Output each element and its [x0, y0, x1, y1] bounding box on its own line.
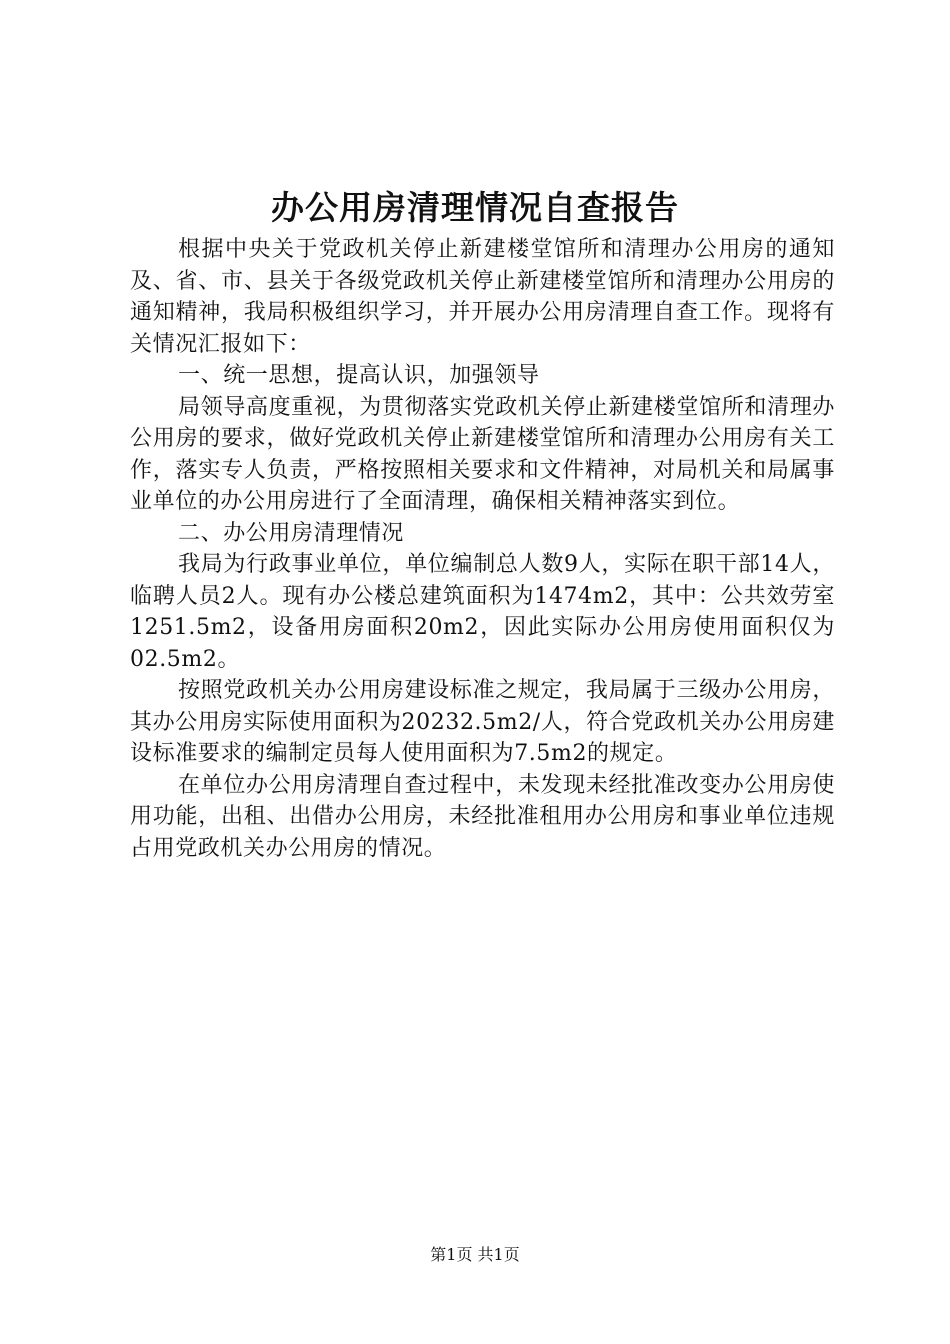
section-heading-1: 一、统一思想，提高认识，加强领导 [178, 363, 540, 388]
paragraph-standard: 按照党政机关办公用房建设标准之规定，我局属于三级办公用房，其办公用房实际使用面积为20232.5m2/人，符合党政机关办公用房建设标准要求的编制定员每人使用面积为7.5m2的规定。 [130, 678, 835, 766]
paragraph-leadership: 局领导高度重视，为贯彻落实党政机关停止新建楼堂馆所和清理办公用房的要求，做好党政机关停止新建楼堂馆所和清理办公用房有关工作，落实专人负责，严格按照相关要求和文件精神，对局机关和局属事业单位的办公用房进行了全面清理，确保相关精神落实到位。 [130, 394, 835, 514]
paragraph-staffing: 我局为行政事业单位，单位编制总人数9人，实际在职干部14人，临聘人员2人。现有办公楼总建筑面积为1474m2，其中：公共效劳室1251.5m2，设备用房面积20m2，因此实际办公用房使用面积仅为02.5m2。 [130, 552, 835, 672]
section-heading-2: 二、办公用房清理情况 [178, 520, 405, 546]
paragraph-intro: 根据中央关于党政机关停止新建楼堂馆所和清理办公用房的通知及、省、市、县关于各级党政机关停止新建楼堂馆所和清理办公用房的通知精神，我局积极组织学习，并开展办公用房清理自查工作。现将有关情况汇报如下： [130, 237, 835, 357]
document-body [130, 234, 835, 864]
page-footer: 第1页 共1页 [430, 1245, 520, 1264]
paragraph-conclusion: 在单位办公用房清理自查过程中，未发现未经批准改变办公用房使用功能，出租、出借办公用房，未经批准租用办公用房和事业单位违规占用党政机关办公用房的情况。 [130, 772, 835, 861]
document-title: 办公用房清理情况自查报告 [271, 188, 679, 227]
